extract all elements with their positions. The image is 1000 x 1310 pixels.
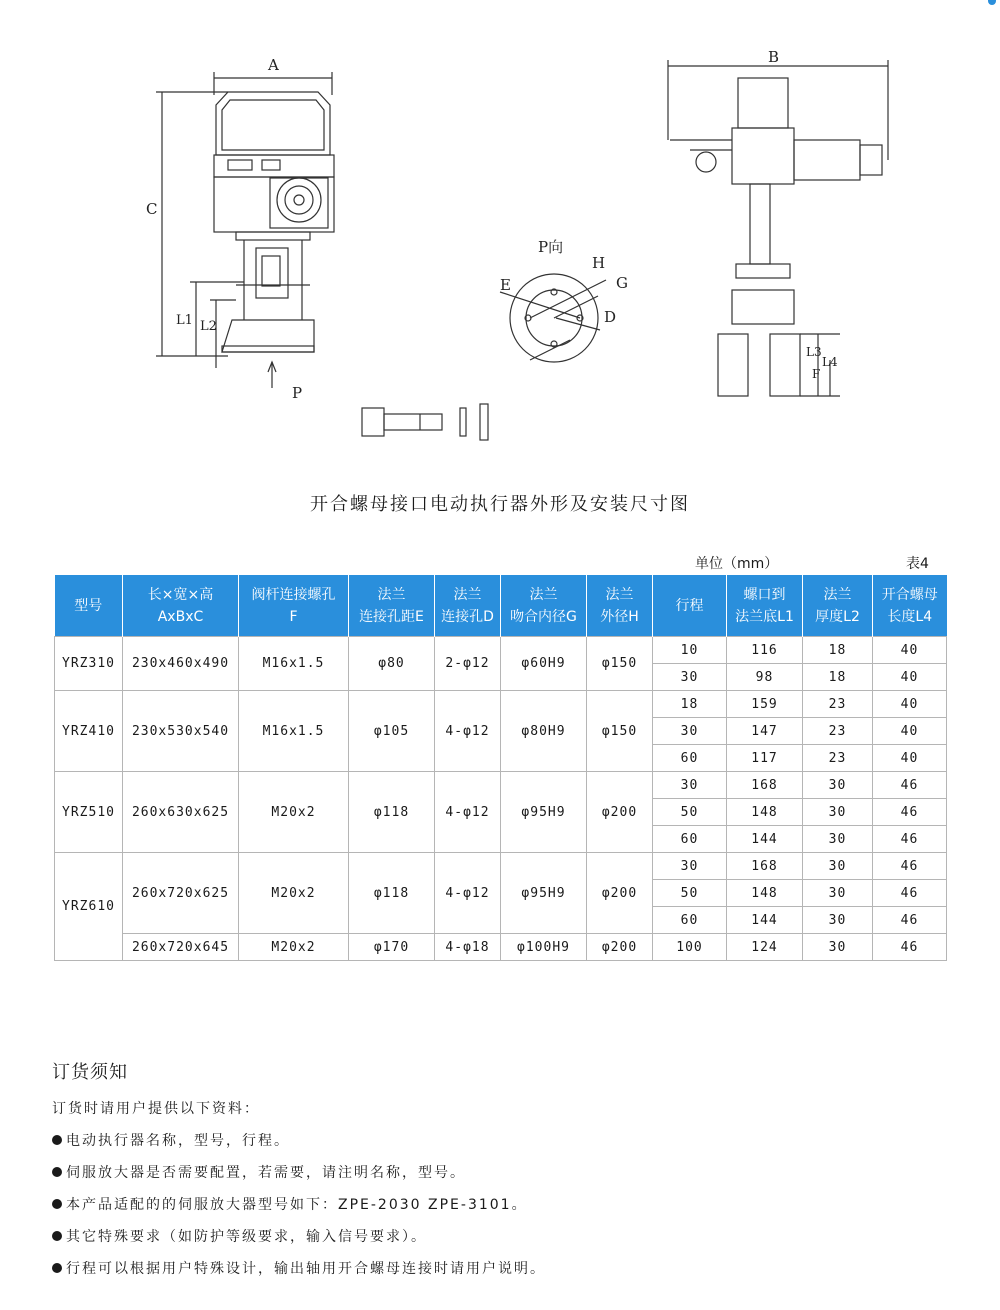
table-cell: 40 [873,691,947,718]
table-cell: 40 [873,637,947,664]
notes-intro: 订货时请用户提供以下资料： [52,1101,260,1117]
order-notes [52,1058,952,1290]
table-cell: 60 [653,907,727,934]
header-line: 阀杆连接螺孔 [251,586,336,603]
table-row [55,691,947,718]
header-line: 法兰底L1 [735,608,794,625]
note-text: 其它特殊要求（如防护等级要求，输入信号要求）。 [66,1229,427,1245]
table-cell: 46 [873,934,947,961]
table-cell: 260x630x625 [123,772,239,853]
bullet-icon [52,1167,62,1177]
table-cell: M20x2 [239,853,349,934]
table-cell: 30 [803,880,873,907]
header-line: AxBxC [157,608,204,625]
unit-label: 单位（mm） [695,556,779,572]
label-L1: L1 [176,313,193,328]
spec-table [54,575,947,961]
table-cell: 23 [803,718,873,745]
header-line: 开合螺母 [881,586,938,603]
table-cell: φ80H9 [501,691,587,772]
label-L3: L3 [806,345,822,359]
table-cell: 30 [653,772,727,799]
header-line: 连接孔D [441,608,494,625]
label-F: F [812,367,821,381]
table-cell: 50 [653,799,727,826]
table-cell: φ200 [587,934,653,961]
header-line: 行程 [675,597,704,614]
table-cell: 60 [653,745,727,772]
column-header [55,575,123,637]
table-cell: 30 [803,934,873,961]
table-cell: 147 [727,718,803,745]
header-line: 法兰 [605,586,634,603]
table-cell: φ200 [587,853,653,934]
table-cell: 46 [873,772,947,799]
table-cell: φ105 [349,691,435,772]
table-cell: 18 [803,637,873,664]
note-item [52,1162,952,1194]
header-line: 螺口到 [743,586,786,603]
note-item [52,1258,952,1290]
table-cell: 30 [803,772,873,799]
table-cell: φ150 [587,691,653,772]
table-cell: 46 [873,799,947,826]
table-cell: φ170 [349,934,435,961]
side-view [668,60,888,396]
header-line: 长度L4 [887,608,933,625]
table-cell: φ200 [587,772,653,853]
header-line: 型号 [74,597,103,614]
table-cell: 30 [803,853,873,880]
header-line: 法兰 [823,586,852,603]
table-cell: 40 [873,664,947,691]
table-cell: 50 [653,880,727,907]
table-cell: 159 [727,691,803,718]
table-cell: φ95H9 [501,853,587,934]
table-cell: 144 [727,826,803,853]
table-cell: YRZ510 [55,772,123,853]
header-line: F [289,608,298,625]
table-cell: 30 [653,718,727,745]
bullet-icon [52,1135,62,1145]
table-row [55,637,947,664]
figure-caption: 开合螺母接口电动执行器外形及安装尺寸图 [310,494,690,515]
table-cell: 46 [873,853,947,880]
table-cell: M20x2 [239,772,349,853]
table-cell: φ60H9 [501,637,587,691]
table-number: 表4 [906,556,929,572]
column-header [501,575,587,637]
table-header-row [55,575,947,637]
table-cell: M16x1.5 [239,691,349,772]
table-cell: 10 [653,637,727,664]
table-cell: φ100H9 [501,934,587,961]
table-row [55,772,947,799]
table-cell: YRZ310 [55,637,123,691]
header-line: 外径H [600,608,639,625]
note-item [52,1226,952,1258]
table-cell: 40 [873,718,947,745]
table-cell: M20x2 [239,934,349,961]
table-cell: 4-φ12 [435,772,501,853]
table-cell: φ80 [349,637,435,691]
table-cell: 116 [727,637,803,664]
notes-title: 订货须知 [52,1062,128,1083]
table-cell: 168 [727,772,803,799]
table-cell: 4-φ12 [435,691,501,772]
column-header [239,575,349,637]
table-cell: φ118 [349,853,435,934]
table-cell: 2-φ12 [435,637,501,691]
table-cell: 30 [803,907,873,934]
table-cell: 23 [803,745,873,772]
table-cell: 98 [727,664,803,691]
note-item [52,1130,952,1162]
table-cell: 144 [727,907,803,934]
header-line: 法兰 [377,586,406,603]
table-cell: 148 [727,880,803,907]
label-C: C [146,200,158,218]
label-L2: L2 [200,319,217,334]
bullet-icon [52,1263,62,1273]
flange-view [500,274,606,362]
table-cell: YRZ610 [55,853,123,961]
table-cell: 260x720x625 [123,853,239,934]
label-D: D [604,308,617,326]
label-P: P [292,384,303,402]
label-H: H [592,254,606,272]
table-cell: YRZ410 [55,691,123,772]
table-cell: M16x1.5 [239,637,349,691]
column-header [727,575,803,637]
table-cell: 148 [727,799,803,826]
note-text: 行程可以根据用户特殊设计，输出轴用开合螺母连接时请用户说明。 [66,1261,546,1277]
column-header [349,575,435,637]
label-E: E [500,276,511,294]
table-row [55,853,947,880]
header-line: 吻合内径G [510,608,577,625]
table-cell: 260x720x645 [123,934,239,961]
table-cell: 4-φ18 [435,934,501,961]
table-cell: 18 [653,691,727,718]
header-line: 厚度L2 [815,608,860,625]
table-cell: 124 [727,934,803,961]
bullet-icon [52,1199,62,1209]
column-header [873,575,947,637]
header-line: 长×宽×高 [147,586,214,603]
table-cell: 30 [803,799,873,826]
technical-drawing [0,0,1000,470]
note-text: 电动执行器名称，型号，行程。 [66,1133,290,1149]
table-cell: φ118 [349,772,435,853]
table-cell: φ150 [587,637,653,691]
table-cell: 23 [803,691,873,718]
table-cell: 230x530x540 [123,691,239,772]
header-line: 连接孔距E [359,608,424,625]
table-cell: 60 [653,826,727,853]
label-G: G [616,274,628,292]
header-line: 法兰 [529,586,558,603]
column-header [123,575,239,637]
table-cell: 46 [873,880,947,907]
table-cell: 18 [803,664,873,691]
column-header [803,575,873,637]
column-header [435,575,501,637]
label-P-dir: P向 [538,238,564,256]
table-cell: φ95H9 [501,772,587,853]
header-line: 法兰 [453,586,482,603]
bullet-icon [52,1231,62,1241]
table-cell: 30 [803,826,873,853]
column-header [653,575,727,637]
table-row [55,934,947,961]
column-header [587,575,653,637]
note-item [52,1194,952,1226]
front-view [156,72,488,440]
label-L4: L4 [822,355,838,369]
note-text: 本产品适配的的伺服放大器型号如下：ZPE-2030 ZPE-3101。 [66,1197,528,1213]
table-cell: 46 [873,907,947,934]
label-A: A [268,56,279,74]
table-cell: 100 [653,934,727,961]
table-cell: 168 [727,853,803,880]
table-cell: 30 [653,853,727,880]
note-text: 伺服放大器是否需要配置，若需要，请注明名称，型号。 [66,1165,466,1181]
table-cell: 46 [873,826,947,853]
table-cell: 30 [653,664,727,691]
table-cell: 230x460x490 [123,637,239,691]
table-cell: 40 [873,745,947,772]
label-B: B [768,48,780,66]
table-cell: 4-φ12 [435,853,501,934]
table-cell: 117 [727,745,803,772]
